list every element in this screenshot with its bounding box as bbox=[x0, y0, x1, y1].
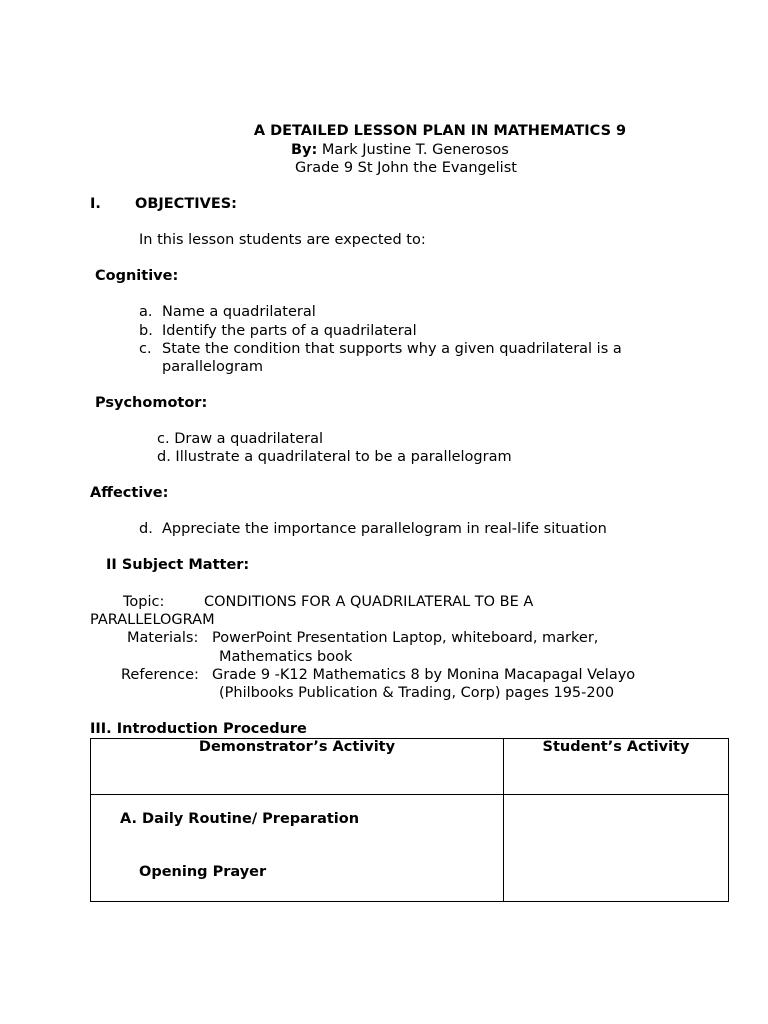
demonstrator-cell bbox=[91, 795, 504, 902]
table-header-row bbox=[91, 739, 729, 795]
author-line bbox=[291, 141, 509, 159]
student-header: Student’s Activity bbox=[504, 739, 729, 795]
cognitive-marker-b: b. bbox=[139, 323, 153, 339]
objectives-heading: OBJECTIVES: bbox=[135, 196, 237, 212]
materials-label: Materials: bbox=[127, 630, 199, 646]
cognitive-item-b: Identify the parts of a quadrilateral bbox=[162, 323, 417, 339]
cognitive-heading: Cognitive: bbox=[95, 268, 179, 284]
psychomotor-item-c: c. Draw a quadrilateral bbox=[157, 431, 324, 447]
by-label: By: bbox=[291, 142, 318, 158]
affective-marker: d. bbox=[139, 521, 153, 537]
objectives-number: I. bbox=[90, 196, 101, 212]
topic-value: CONDITIONS FOR A QUADRILATERAL TO BE A bbox=[204, 594, 534, 610]
topic-value-continued: PARALLELOGRAM bbox=[90, 612, 215, 628]
document-title: A DETAILED LESSON PLAN IN MATHEMATICS 9 bbox=[253, 123, 627, 139]
procedure-table bbox=[90, 738, 729, 902]
psychomotor-heading: Psychomotor: bbox=[95, 395, 208, 411]
affective-item: Appreciate the importance parallelogram in real-life situation bbox=[162, 521, 607, 537]
cognitive-marker-c: c. bbox=[139, 341, 152, 357]
grade-section: Grade 9 St John the Evangelist bbox=[295, 160, 517, 176]
topic-label: Topic: bbox=[123, 594, 165, 610]
reference-value: Grade 9 -K12 Mathematics 8 by Monina Macapagal Velayo bbox=[212, 667, 636, 683]
cognitive-item-c: State the condition that supports why a given quadrilateral is a bbox=[162, 341, 622, 357]
student-cell bbox=[504, 795, 729, 902]
demonstrator-header: Demonstrator’s Activity bbox=[91, 739, 504, 795]
affective-heading: Affective: bbox=[90, 485, 169, 501]
cognitive-marker-a: a. bbox=[139, 304, 153, 320]
subject-matter-heading: II Subject Matter: bbox=[106, 557, 250, 573]
procedure-heading: III. Introduction Procedure bbox=[90, 721, 307, 737]
author-name: Mark Justine T. Generosos bbox=[317, 142, 509, 158]
table-row bbox=[91, 795, 729, 902]
daily-routine-title: A. Daily Routine/ Preparation bbox=[120, 811, 360, 827]
reference-label: Reference: bbox=[121, 667, 199, 683]
opening-prayer: Opening Prayer bbox=[139, 864, 267, 880]
materials-value: PowerPoint Presentation Laptop, whiteboard, marker, bbox=[212, 630, 599, 646]
cognitive-item-a: Name a quadrilateral bbox=[162, 304, 316, 320]
objectives-intro: In this lesson students are expected to: bbox=[139, 232, 426, 248]
reference-value-continued: (Philbooks Publication & Trading, Corp) pages 195-200 bbox=[219, 685, 615, 701]
materials-value-continued: Mathematics book bbox=[219, 649, 353, 665]
psychomotor-item-d: d. Illustrate a quadrilateral to be a parallelogram bbox=[157, 449, 512, 465]
cognitive-item-c-continued: parallelogram bbox=[162, 359, 263, 375]
